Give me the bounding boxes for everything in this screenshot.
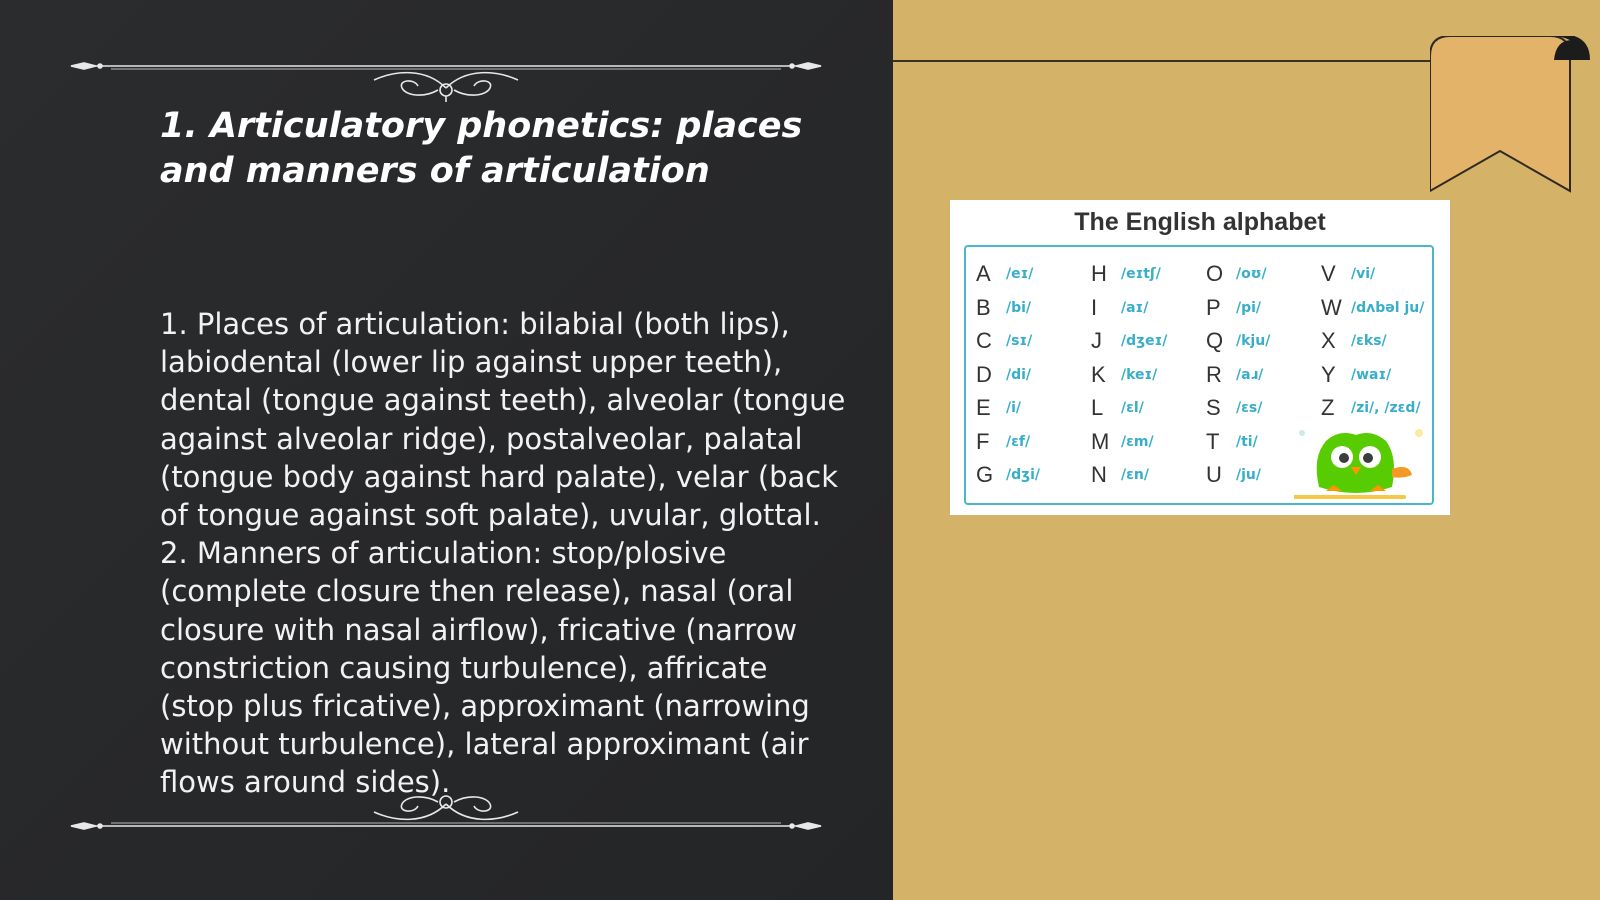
alphabet-letter: Z — [1321, 395, 1335, 420]
ipa-transcription: /ɛn/ — [1121, 467, 1149, 483]
ipa-transcription: /aɪ/ — [1121, 299, 1149, 316]
alphabet-entry — [1091, 261, 1201, 291]
ipa-transcription: /ɛm/ — [1121, 433, 1154, 450]
alphabet-entry — [1206, 429, 1316, 459]
ipa-transcription: /pi/ — [1236, 299, 1262, 316]
alphabet-entry — [976, 295, 1086, 325]
slide-title: 1. Articulatory phonetics: places and manners of articulation — [160, 106, 803, 191]
ipa-transcription: /ɛl/ — [1121, 400, 1144, 416]
alphabet-letter: L — [1091, 395, 1104, 420]
alphabet-entry — [976, 462, 1086, 492]
alphabet-entry — [976, 395, 1086, 425]
alphabet-entry — [1091, 462, 1201, 492]
alphabet-entry — [1206, 328, 1316, 358]
alphabet-entry — [1321, 295, 1431, 325]
alphabet-entry — [1206, 395, 1316, 425]
ipa-transcription: /ɛf/ — [1006, 433, 1031, 450]
alphabet-letter: A — [976, 261, 991, 286]
ipa-transcription: /ti/ — [1236, 433, 1258, 450]
alphabet-letter: U — [1206, 462, 1222, 487]
alphabet-entry — [1206, 462, 1316, 492]
ipa-transcription: /zi/, /zɛd/ — [1351, 400, 1421, 416]
alphabet-letter: Y — [1321, 361, 1336, 387]
ipa-transcription: /waɪ/ — [1351, 366, 1392, 383]
alphabet-letter: J — [1091, 328, 1102, 353]
alphabet-letter: H — [1091, 261, 1107, 286]
alphabet-entry — [1321, 328, 1431, 358]
alphabet-letter: M — [1091, 428, 1110, 454]
alphabet-entry — [1206, 362, 1316, 392]
decorative-line — [893, 60, 1453, 62]
alphabet-grid — [964, 245, 1434, 505]
alphabet-letter: X — [1321, 328, 1336, 353]
alphabet-entry — [976, 362, 1086, 392]
alphabet-card-title: The English alphabet — [1074, 208, 1326, 236]
alphabet-letter: N — [1091, 462, 1107, 487]
ipa-transcription: /sɪ/ — [1006, 333, 1033, 349]
alphabet-entry — [1206, 261, 1316, 291]
ipa-transcription: /ju/ — [1236, 467, 1261, 483]
alphabet-entry — [976, 328, 1086, 358]
ipa-transcription: /i/ — [1006, 400, 1022, 416]
alphabet-letter: G — [976, 462, 994, 487]
alphabet-letter: C — [976, 328, 992, 353]
flourish-divider-top-icon — [66, 58, 826, 102]
alphabet-letter: E — [976, 395, 991, 420]
alphabet-letter: P — [1206, 294, 1221, 320]
alphabet-letter: O — [1206, 261, 1224, 286]
alphabet-letter: F — [976, 428, 990, 454]
ipa-transcription: /eɪ/ — [1006, 266, 1034, 282]
alphabet-entry — [1321, 261, 1431, 291]
ipa-transcription: /kju/ — [1236, 333, 1271, 349]
alphabet-entry — [1321, 395, 1431, 425]
ipa-transcription: /bi/ — [1006, 299, 1032, 316]
ipa-transcription: /dʌbəl ju/ — [1351, 299, 1425, 316]
alphabet-entry — [1091, 295, 1201, 325]
ribbon-bookmark-icon — [1430, 36, 1600, 201]
ipa-transcription: /dʒeɪ/ — [1121, 333, 1168, 349]
ipa-transcription: /keɪ/ — [1121, 366, 1158, 383]
ipa-transcription: /ɛks/ — [1351, 333, 1387, 349]
ipa-transcription: /di/ — [1006, 366, 1032, 383]
alphabet-letter: R — [1206, 361, 1222, 387]
alphabet-entry — [1091, 429, 1201, 459]
alphabet-letter: S — [1206, 395, 1221, 420]
alphabet-letter: V — [1321, 261, 1336, 286]
alphabet-entry — [976, 429, 1086, 459]
alphabet-entry — [1091, 328, 1201, 358]
ipa-transcription: /vi/ — [1351, 266, 1376, 282]
ipa-transcription: /oʊ/ — [1236, 266, 1267, 282]
alphabet-letter: W — [1321, 294, 1342, 320]
ipa-transcription: /aɹ/ — [1236, 366, 1264, 383]
alphabet-letter: B — [976, 294, 991, 320]
ipa-transcription: /dʒi/ — [1006, 467, 1041, 483]
ipa-transcription: /eɪtʃ/ — [1121, 266, 1161, 282]
ipa-transcription: /ɛs/ — [1236, 400, 1263, 416]
alphabet-letter: Q — [1206, 328, 1224, 353]
alphabet-entry — [976, 261, 1086, 291]
alphabet-letter: K — [1091, 361, 1106, 387]
slide-body-text: 1. Places of articulation: bilabial (both lips), labiodental (lower lip against upper teeth), dental (tongue against teeth), alveolar (tongue against alveolar ridge), postalveolar, palatal (tongue body against hard palate), velar (back of tongue against soft palate), uvular, glottal. 2. Manners of articulation: stop/plosive (complete closure then release), nasal (oral closure with nasal airflow), fricative (narrow constriction causing turbulence), affricate (stop plus fricative), approximant (narrowing without turbulence), lateral approximant (air flows around sides). — [160, 307, 846, 800]
alphabet-letter: T — [1206, 428, 1220, 454]
flourish-divider-bottom-icon — [66, 786, 826, 830]
english-alphabet-image — [950, 200, 1450, 515]
alphabet-entry — [1206, 295, 1316, 325]
alphabet-letter: I — [1091, 294, 1098, 320]
alphabet-entry — [1321, 362, 1431, 392]
alphabet-entry — [1091, 395, 1201, 425]
alphabet-letter: D — [976, 361, 992, 387]
alphabet-entry — [1091, 362, 1201, 392]
